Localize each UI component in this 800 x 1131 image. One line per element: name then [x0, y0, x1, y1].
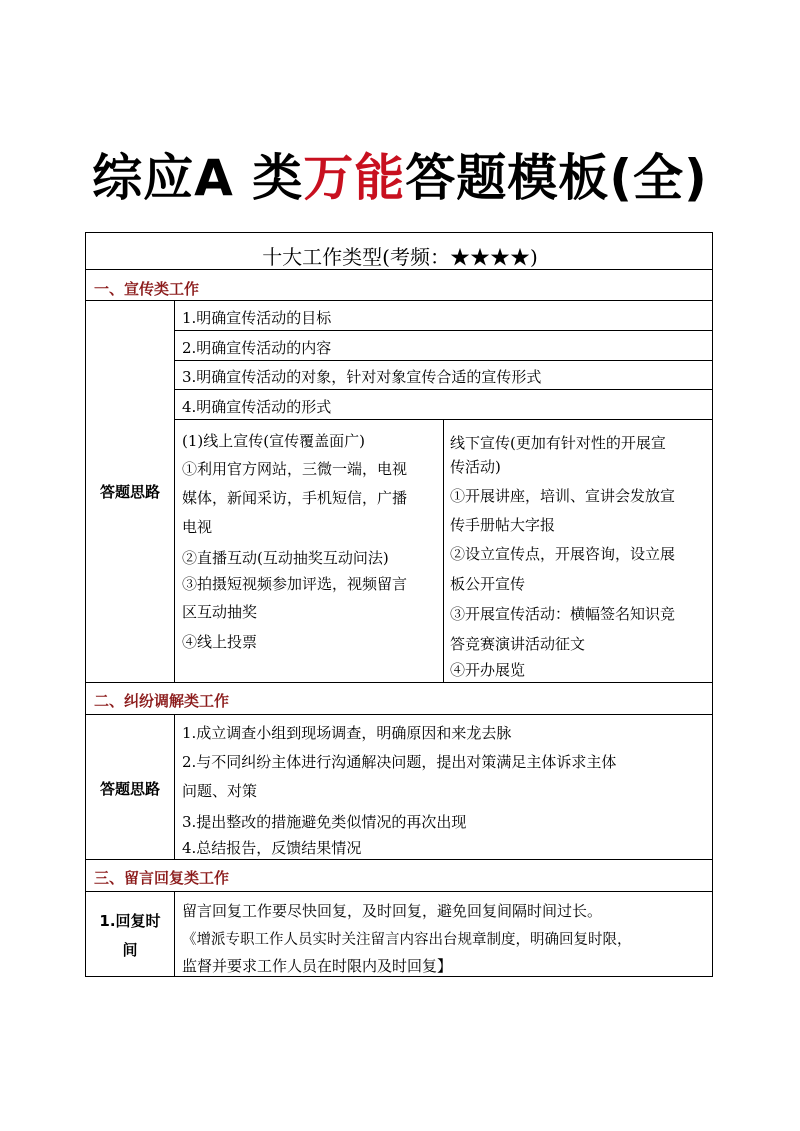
divider [174, 714, 175, 859]
online-line: 区互动抽奖 [182, 603, 258, 621]
divider [86, 300, 712, 301]
online-line: ①利用官方网站，三微一端，电视 [182, 460, 408, 478]
online-line: (1)线上宣传(宣传覆盖面广) [182, 432, 365, 450]
divider [174, 389, 712, 390]
list-item: 监督并要求工作人员在时限内及时回复】 [182, 957, 453, 975]
divider [174, 891, 175, 977]
page-title [0, 138, 800, 210]
divider [174, 330, 712, 331]
offline-line: 线下宣传(更加有针对性的开展宣 [450, 434, 666, 452]
section-heading-dispute: 二、纠纷调解类工作 [94, 692, 230, 710]
side-label-reply-time-2: 间 [122, 941, 138, 959]
list-item: 问题、对策 [182, 782, 258, 800]
title-part-1: 综应A 类 [92, 149, 304, 207]
online-line: 电视 [182, 518, 213, 536]
list-item: 留言回复工作要尽快回复，及时回复，避免回复间隔时间过长。 [182, 902, 603, 920]
section-heading-message-reply: 三、留言回复类工作 [94, 869, 230, 887]
list-item: 2.明确宣传活动的内容 [182, 339, 332, 357]
side-label-reply-time-1: 1.回复时 [99, 912, 161, 930]
offline-line: 传手册帖大字报 [450, 516, 556, 534]
list-item: 1.明确宣传活动的目标 [182, 309, 332, 327]
divider [174, 360, 712, 361]
side-label-answer-approach: 答题思路 [99, 483, 160, 501]
list-item: 2.与不同纠纷主体进行沟通解决问题，提出对策满足主体诉求主体 [182, 753, 617, 771]
offline-line: ③开展宣传活动：横幅签名知识竞 [450, 605, 676, 623]
divider [86, 269, 712, 270]
side-label-answer-approach: 答题思路 [99, 780, 160, 798]
list-item: 4.总结报告，反馈结果情况 [182, 839, 362, 857]
divider [174, 300, 175, 682]
offline-line: 答竞赛演讲活动征文 [450, 635, 586, 653]
divider [443, 419, 444, 682]
offline-line: ②设立宣传点，开展咨询，设立展 [450, 545, 676, 563]
table-header: 十大工作类型(考频：★★★★) [262, 245, 538, 269]
offline-line: 传活动) [450, 458, 501, 476]
divider [86, 714, 712, 715]
work-types-table [85, 232, 713, 977]
offline-line: ①开展讲座，培训、宣讲会发放宣 [450, 487, 676, 505]
online-line: ③拍摄短视频参加评选，视频留言 [182, 575, 408, 593]
list-item: 3.提出整改的措施避免类似情况的再次出现 [182, 813, 467, 831]
divider [86, 859, 712, 860]
list-item: 《增派专职工作人员实时关注留言内容出台规章制度，明确回复时限， [182, 932, 632, 948]
online-line: ②直播互动(互动抽奖互动问法) [182, 549, 389, 567]
divider [86, 682, 712, 683]
offline-line: 板公开宣传 [450, 575, 526, 593]
divider [86, 891, 712, 892]
list-item: 1.成立调查小组到现场调查，明确原因和来龙去脉 [182, 724, 512, 742]
offline-line: ④开办展览 [450, 661, 526, 679]
section-heading-publicity: 一、宣传类工作 [94, 280, 200, 298]
online-line: 媒体，新闻采访，手机短信，广播 [182, 489, 408, 507]
list-item: 4.明确宣传活动的形式 [182, 398, 332, 416]
title-highlight: 万能 [303, 149, 406, 207]
online-line: ④线上投票 [182, 633, 258, 651]
title-part-3: 答题模板(全) [405, 149, 708, 207]
list-item: 3.明确宣传活动的对象，针对对象宣传合适的宣传形式 [182, 368, 542, 386]
